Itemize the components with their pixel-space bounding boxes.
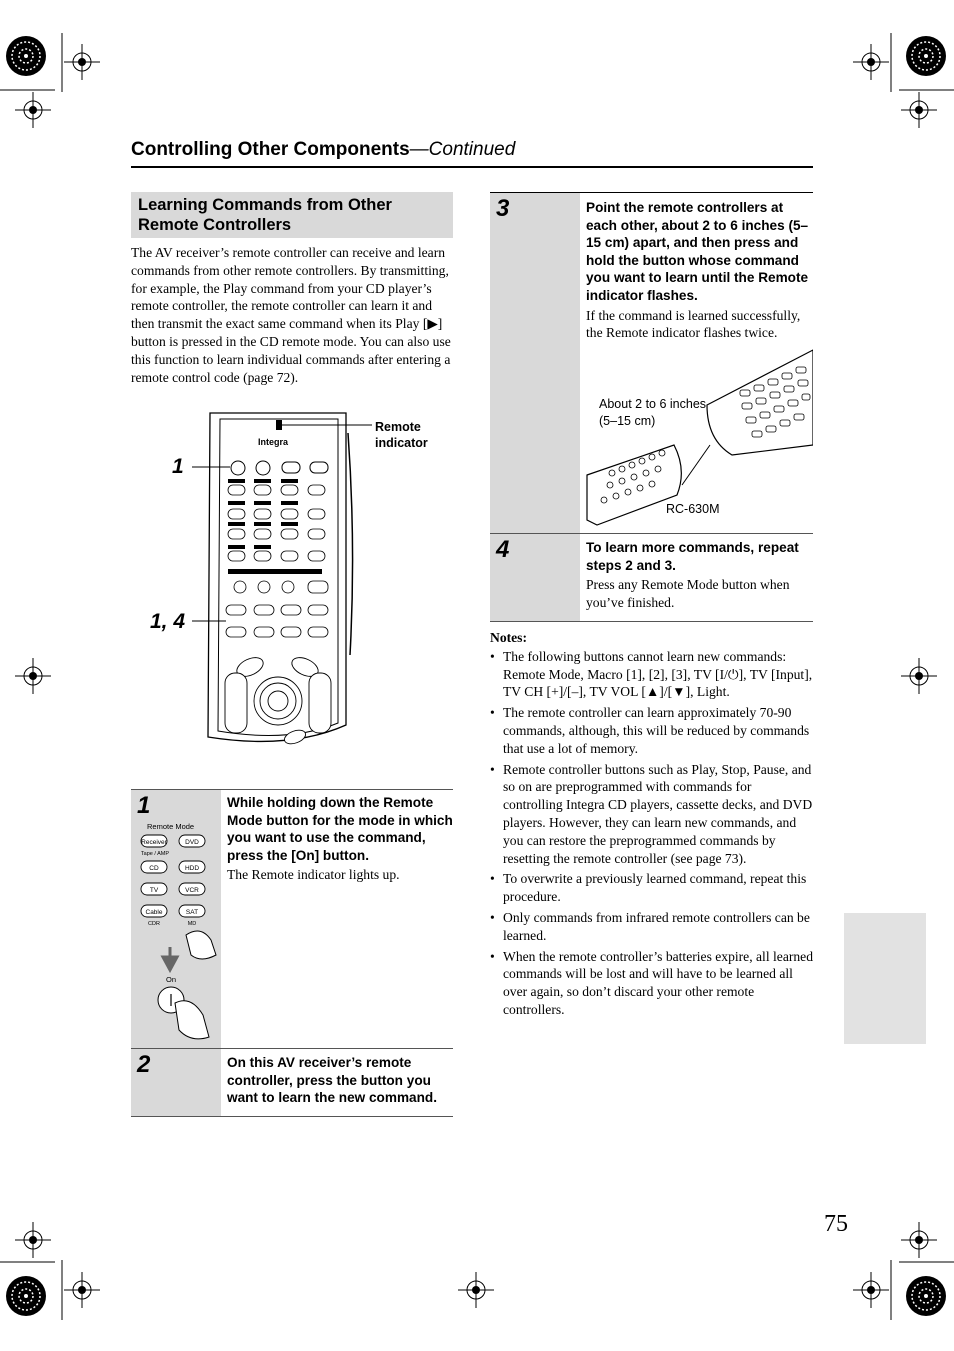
vcr-button-label: VCR	[185, 887, 199, 894]
notes-list	[490, 648, 814, 1019]
tape-amp-label: Tape / AMP	[140, 851, 170, 857]
tv-button-label: TV	[149, 887, 159, 894]
step-2-gray-panel	[131, 1049, 221, 1116]
step-1-body: The Remote indicator lights up.	[227, 867, 400, 883]
step-3-body: If the command is learned successfully, the Remote indicator flashes twice.	[586, 307, 801, 341]
receiver-button-label: Receiver	[141, 839, 167, 846]
note-item: • The remote controller can learn approximately 70-90 commands, although, this will be reduced by commands that use a lot of memory.	[490, 704, 814, 757]
note-item: • When the remote controller’s batteries expire, all learned commands will be lost and will have to be learned all over again, so don’t discard your other remote controllers.	[490, 948, 814, 1019]
distance-label: About 2 to 6 inches (5–15 cm)	[599, 397, 707, 428]
intro-paragraph: The AV receiver’s remote controller can receive and learn commands from other remote controllers. By transmitting, for example, the Play command from your CD player’s remote controller, the remote controller can learn it and then transmit the exact same command when its Play [▶] button is pressed in the CD remote mode. You can also use this function to learn individual commands after entering a remote control code (page 72).	[131, 245, 451, 385]
hdd-button-label: HDD	[184, 865, 200, 872]
cdr-label: CDR	[148, 921, 160, 927]
step-3-gray-panel	[490, 193, 580, 533]
step-2-rule-bottom	[131, 1116, 453, 1117]
cd-button-label: CD	[149, 865, 159, 872]
note-item: • The following buttons cannot learn new commands: Remote Mode, Macro [1], [2], [3], TV [I/⏻], TV [Input], TV CH [+]/[–], TV VOL [▲]/[▼], Light.	[490, 648, 814, 701]
dvd-button-label: DVD	[185, 839, 199, 846]
callout-step-1-4: 1, 4	[150, 610, 186, 633]
remote-indicator-label: Remote indicator	[375, 420, 428, 450]
section-title: Learning Commands from Other Remote Controllers	[138, 196, 392, 234]
section-heading-box	[131, 192, 453, 238]
step-1-text	[227, 794, 453, 884]
header-rule	[131, 166, 813, 168]
remote-controller-figure	[140, 405, 460, 750]
step-2-heading: On this AV receiver’s remote controller, press the button you want to learn the new command.	[227, 1055, 437, 1106]
step-4-heading: To learn more commands, repeat steps 2 and 3.	[586, 540, 799, 573]
step-4-number: 4	[496, 536, 510, 563]
sat-button-label: SAT	[185, 909, 199, 916]
side-thumb-tab	[844, 913, 926, 1044]
page-number: 75	[824, 1211, 848, 1237]
on-button-label: On	[165, 975, 177, 984]
cable-button-label: Cable	[145, 909, 163, 916]
remote-mode-label: Remote Mode	[147, 822, 195, 831]
callout-step-1: 1	[172, 455, 184, 478]
step-2-number: 2	[137, 1051, 151, 1078]
svg-text:Integra: Integra	[258, 437, 289, 447]
step-4-text	[586, 539, 813, 612]
step-1-number: 1	[137, 792, 151, 819]
md-label: MD	[187, 921, 197, 927]
step-4-body: Press any Remote Mode button when you’ve finished.	[586, 577, 790, 610]
step-3-heading: Point the remote controllers at each other, about 2 to 6 inches (5–15 cm) apart, and then press and hold the button whose command you want to learn until the Remote indicator flashes.	[586, 200, 809, 303]
step-4-gray-panel	[490, 534, 580, 621]
running-header: Controlling Other Components—Continued	[131, 139, 516, 160]
step-2-text	[227, 1054, 455, 1107]
note-item: • Remote controller buttons such as Play, Stop, Pause, and so on are preprogrammed with commands for controlling Integra CD players, cassette decks, and DVD players. However, they can learn new commands, and you can restore the preprogrammed commands by resetting the remote controller (see page 73).	[490, 761, 814, 868]
notes-section	[490, 629, 814, 1022]
step-4-rule-bottom	[490, 621, 813, 622]
step-3-text	[586, 199, 813, 342]
note-item: • To overwrite a previously learned command, repeat this procedure.	[490, 870, 814, 906]
rc630m-label: RC-630M	[666, 502, 720, 516]
step-3-number: 3	[496, 195, 510, 222]
step-1-heading: While holding down the Remote Mode button for the mode in which you want to use the command, press the [On] button.	[227, 795, 453, 863]
step-1-illustration	[131, 815, 221, 1045]
note-item: • Only commands from infrared remote controllers can be learned.	[490, 909, 814, 945]
notes-title: Notes:	[490, 630, 527, 645]
